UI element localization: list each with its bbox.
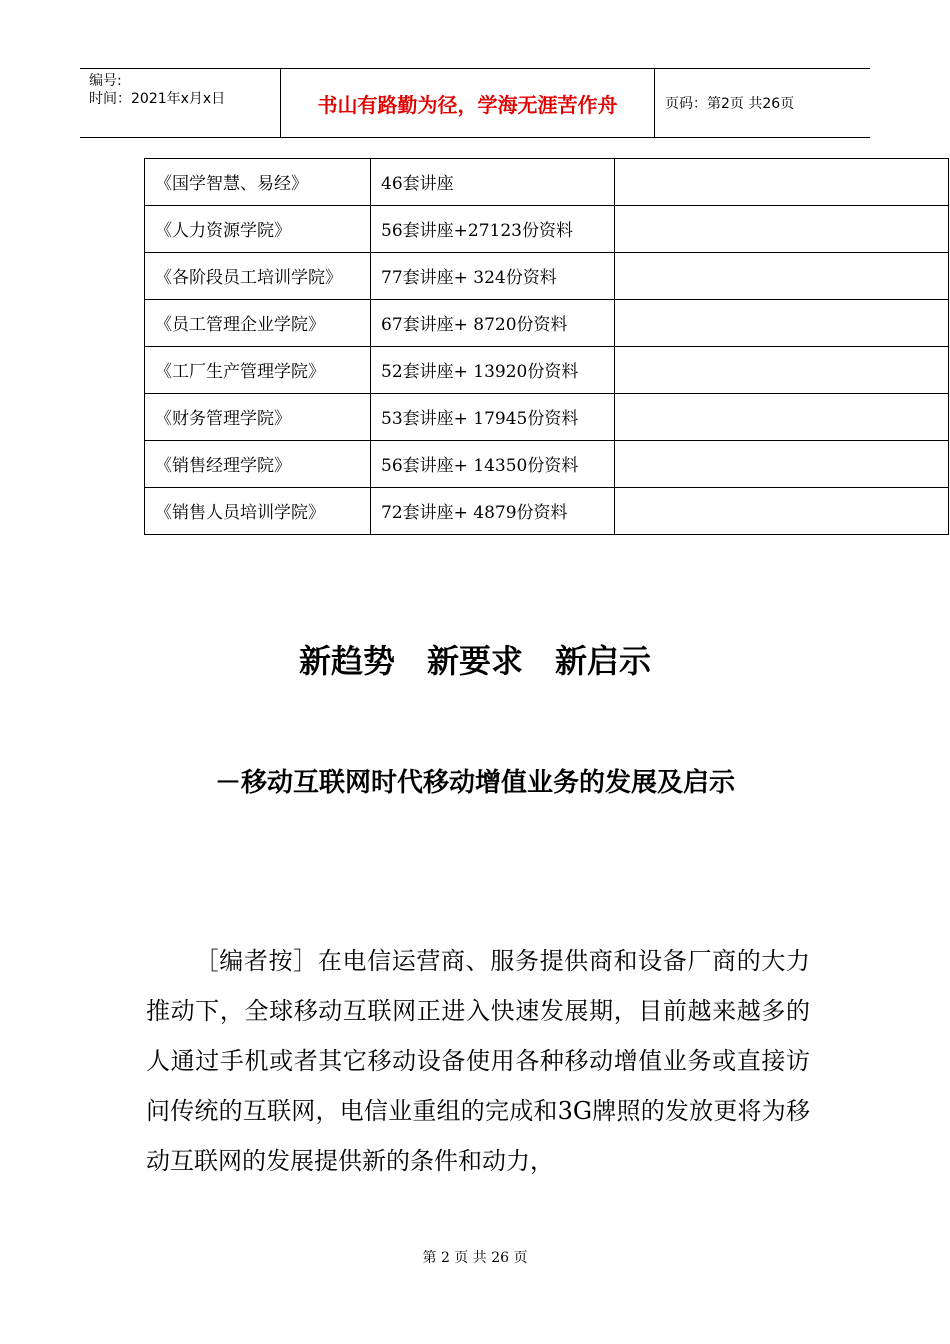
table-row: [145, 159, 949, 206]
body-paragraph: [146, 936, 810, 1186]
table-cell-note: [615, 441, 949, 488]
table-cell-note: [615, 253, 949, 300]
table-cell-note: [615, 206, 949, 253]
number-label: 编号:: [89, 73, 122, 89]
table-cell-name: 《各阶段员工培训学院》: [145, 253, 371, 300]
table-cell-content: 77套讲座+ 324份资料: [371, 253, 615, 300]
header-page-info: 页码：第2页 共26页: [665, 96, 795, 112]
table-cell-content: 56套讲座+27123份资料: [371, 206, 615, 253]
page-subtitle: －移动互联网时代移动增值业务的发展及启示: [214, 768, 735, 798]
table-cell-note: [615, 300, 949, 347]
table-cell-content: 67套讲座+ 8720份资料: [371, 300, 615, 347]
table-cell-name: 《国学智慧、易经》: [145, 159, 371, 206]
table-cell-content: 46套讲座: [371, 159, 615, 206]
table-cell-name: 《销售人员培训学院》: [145, 488, 371, 535]
page-title: 新趋势 新要求 新启示: [298, 642, 651, 680]
table-cell-name: 《销售经理学院》: [145, 441, 371, 488]
table-row: [145, 441, 949, 488]
page-footer: 第 2 页 共 26 页: [422, 1250, 528, 1266]
table-cell-note: [615, 347, 949, 394]
page-header: [80, 68, 870, 138]
table-cell-note: [615, 159, 949, 206]
time-label: 时间：2021年x月x日: [89, 91, 226, 107]
table-row: [145, 347, 949, 394]
table-row: [145, 206, 949, 253]
table-cell-note: [615, 488, 949, 535]
table-row: [145, 300, 949, 347]
table-row: [145, 394, 949, 441]
table-cell-name: 《工厂生产管理学院》: [145, 347, 371, 394]
table-cell-note: [615, 394, 949, 441]
table-row: [145, 488, 949, 535]
table-cell-name: 《财务管理学院》: [145, 394, 371, 441]
body-text: ［编者按］在电信运营商、服务提供商和设备厂商的大力推动下，全球移动互联网正进入快速发展期，目前越来越多的人通过手机或者其它移动设备使用各种移动增值业务或直接访问传统的互联网，电信业重组的完成和3G牌照的发放更将为移动互联网的发展提供新的条件和动力，: [146, 947, 810, 1175]
table-cell-content: 53套讲座+ 17945份资料: [371, 394, 615, 441]
table-cell-name: 《人力资源学院》: [145, 206, 371, 253]
header-motto: 书山有路勤为径，学海无涯苦作舟: [281, 69, 655, 137]
table-cell-content: 56套讲座+ 14350份资料: [371, 441, 615, 488]
table-cell-content: 72套讲座+ 4879份资料: [371, 488, 615, 535]
table-cell-name: 《员工管理企业学院》: [145, 300, 371, 347]
course-table: [144, 158, 949, 535]
header-meta: [80, 69, 281, 137]
table-cell-content: 52套讲座+ 13920份资料: [371, 347, 615, 394]
table-row: [145, 253, 949, 300]
